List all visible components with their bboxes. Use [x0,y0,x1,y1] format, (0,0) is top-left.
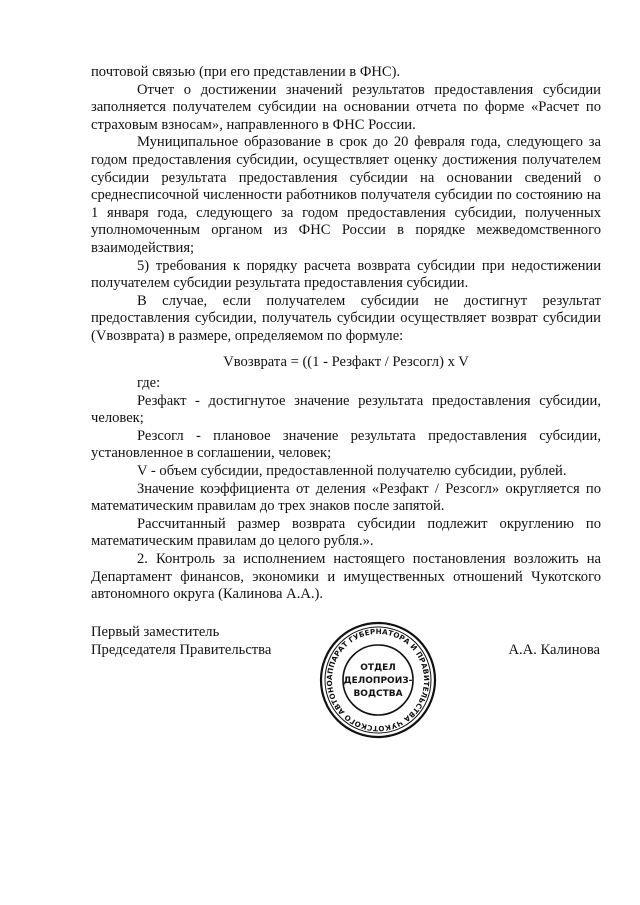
paragraph-6: Значение коэффициента от деления «Резфакт / Резсогл» округляется по математическим правилам до трех знаков после запятой. [91,480,601,515]
definition-v: V - объем субсидии, предоставленной получателю субсидии, рублей. [137,463,567,480]
paragraph-3: Муниципальное образование в срок до 20 февраля года, следующего за годом предоставления субсидии, осуществляет оценку достижения получателем субсидии результата предоставления субсидии на основании сведений о среднесписочной численности работников получателя субсидии по состоянию на 1 января года, следующего за годом предоставления субсидии, полученных уполномоченным органом из ФНС России в порядке межведомственного взаимодействия; [91,134,601,256]
stamp-center-line-2: ДЕЛОПРОИЗ- [343,676,413,686]
position-line-2: Председателя Правительства [91,642,272,658]
stamp-center-line-1: ОТДЕЛ [360,663,396,673]
paragraph-5: В случае, если получателем субсидии не достигнут результат предоставления субсидии, получатель субсидии осуществляет возврат субсидии (Vвозврата) в размере, определяемом по формуле: [91,292,601,344]
paragraph-7: Рассчитанный размер возврата субсидии подлежит округлению по математическим правилам до целого рубля.». [91,515,601,550]
stamp-ring-text: АППАРАТ ГУБЕРНАТОРА И ПРАВИТЕЛЬСТВА ЧУКОТСКОГО АВТОНО [324,626,432,734]
paragraph-1: почтовой связью (при его представлении в ФНС). [91,64,401,80]
official-stamp [318,620,438,740]
position-line-1: Первый заместитель [91,624,220,640]
stamp-center-line-3: ВОДСТВА [353,689,403,699]
where-label: где: [137,375,161,392]
signatory-position [91,623,271,659]
signatory-name: А.А. Калинова [508,642,600,658]
formula: Vвозврата = ((1 - Резфакт / Резсогл) x V [223,353,469,370]
definition-rezsogl: Резсогл - плановое значение результата предоставления субсидии, установленное в соглашении, человек; [91,427,601,462]
document-body [91,64,601,604]
paragraph-2: Отчет о достижении значений результатов предоставления субсидии заполняется получателем субсидии на основании отчета по форме «Расчет по страховым взносам», направленного в ФНС России. [91,81,601,133]
paragraph-4: 5) требования к порядку расчета возврата субсидии при недостижении получателем субсидии результата предоставления субсидии. [91,257,601,292]
paragraph-8: 2. Контроль за исполнением настоящего постановления возложить на Департамент финансов, экономики и имущественных отношений Чукотского автономного округа (Калинова А.А.). [91,551,601,603]
definition-rezfakt: Резфакт - достигнутое значение результата предоставления субсидии, человек; [91,392,601,427]
